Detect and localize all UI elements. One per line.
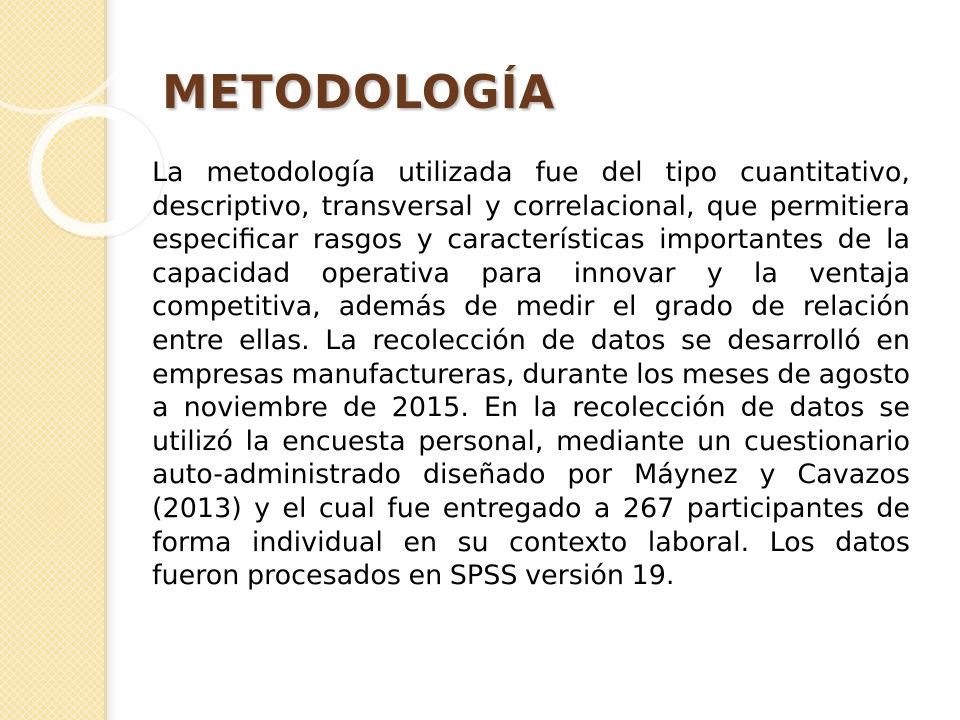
decorative-circle-small-shadow (30, 105, 164, 239)
methodology-paragraph: La metodología utilizada fue del tipo cuantitativo, descriptivo, transversal y correlacional, que permitiera especificar rasgos y características importantes de la capacidad operativa para innovar y la ventaja competitiva, además de medir el grado de relación entre ellas. La recolección de datos se desarrolló en empresas manufactureras, durante los meses de agosto a noviembre de 2015. En la recolección de datos se utilizó la encuesta personal, mediante un cuestionario auto-administrado diseñado por Máynez y Cavazos (2013) y el cual fue entregado a 267 participantes de forma individual en su contexto laboral. Los datos fueron procesados en SPSS versión 19. (152, 157, 910, 592)
decorative-circle-large (0, 0, 132, 112)
slide-title: METODOLOGÍA (162, 65, 556, 119)
decorative-circle-small (35, 110, 155, 230)
